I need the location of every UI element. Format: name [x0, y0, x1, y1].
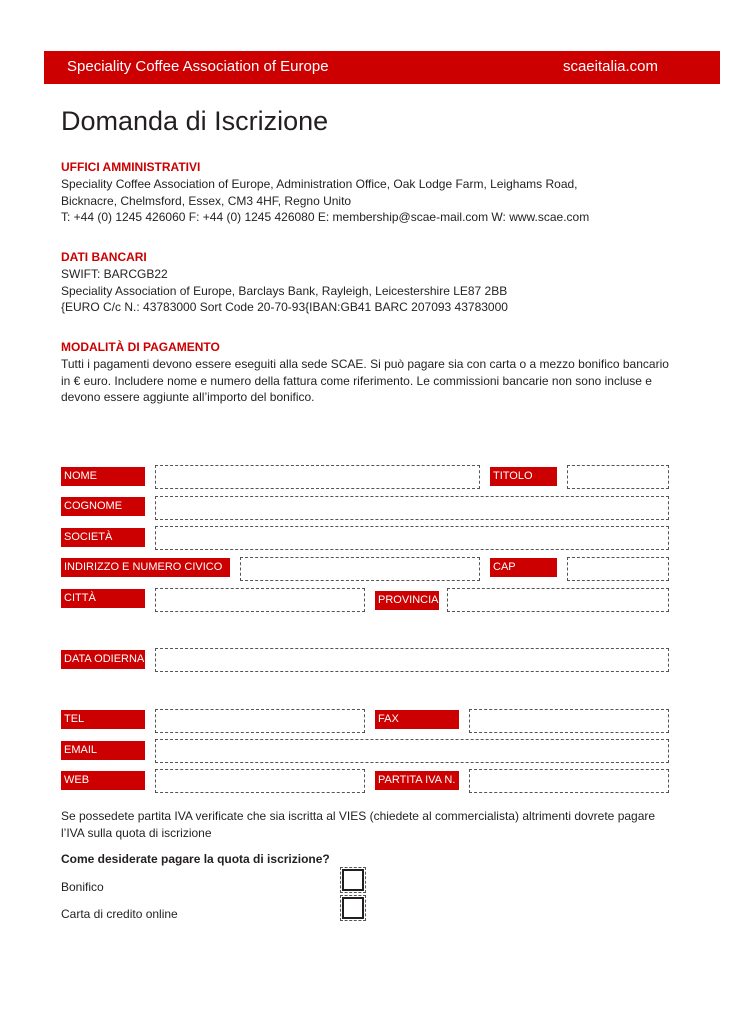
label-nome: NOME — [61, 467, 145, 486]
label-provincia: PROVINCIA — [375, 591, 439, 610]
carta-checkbox[interactable] — [342, 897, 364, 919]
text-line: in € euro. Includere nome e numero della fattura come riferimento. Le commissioni bancarie non sono incluse e — [61, 373, 652, 388]
label-partita-iva: PARTITA IVA N. — [375, 771, 459, 790]
section-body — [61, 356, 706, 406]
nome-field[interactable] — [155, 465, 480, 489]
text-line: Bicknacre, Chelmsford, Essex, CM3 4HF, Regno Unito — [61, 193, 352, 208]
label-tel: TEL — [61, 710, 145, 729]
label-web: WEB — [61, 771, 145, 790]
cap-field[interactable] — [567, 557, 669, 581]
data-field[interactable] — [155, 648, 669, 672]
text-line: Speciality Association of Europe, Barclays Bank, Rayleigh, Leicestershire LE87 2BB — [61, 283, 508, 298]
section-banca — [61, 250, 701, 316]
web-field[interactable] — [155, 769, 365, 793]
text-line: {EURO C/c N.: 43783000 Sort Code 20-70-93{IBAN:GB41 BARC 207093 43783000 — [61, 300, 508, 314]
section-heading: MODALITÀ DI PAGAMENTO — [61, 340, 220, 354]
payment-question: Come desiderate pagare la quota di iscrizione? — [61, 852, 330, 866]
societa-field[interactable] — [155, 526, 669, 550]
bonifico-checkbox[interactable] — [342, 869, 364, 891]
section-body — [61, 176, 701, 226]
label-indirizzo: INDIRIZZO E NUMERO CIVICO — [61, 558, 230, 577]
text-line: Speciality Coffee Association of Europe, Administration Office, Oak Lodge Farm, Leighams Road, — [61, 177, 578, 191]
indirizzo-field[interactable] — [240, 557, 480, 581]
cognome-field[interactable] — [155, 496, 669, 520]
text-line: devono essere aggiunte all’importo del bonifico. — [61, 390, 315, 404]
partita-iva-field[interactable] — [469, 769, 669, 793]
section-heading: DATI BANCARI — [61, 250, 147, 264]
label-cognome: COGNOME — [61, 497, 145, 516]
section-uffici — [61, 160, 701, 226]
payment-option-bonifico-label: Bonifico — [61, 880, 104, 894]
label-cap: CAP — [490, 558, 557, 577]
page-title: Domanda di Iscrizione — [61, 106, 329, 136]
provincia-field[interactable] — [447, 588, 669, 612]
section-pagamento — [61, 340, 706, 406]
label-citta: CITTÀ — [61, 589, 145, 608]
header-bar — [44, 51, 720, 84]
tel-field[interactable] — [155, 709, 365, 733]
titolo-field[interactable] — [567, 465, 669, 489]
header-organization: Speciality Coffee Association of Europe — [67, 58, 329, 75]
text-line: Se possedete partita IVA verificate che sia iscritta al VIES (chiedete al commercialista) altrimenti dovrete pagare — [61, 809, 656, 823]
label-fax: FAX — [375, 710, 459, 729]
label-data: DATA ODIERNA — [61, 650, 145, 669]
citta-field[interactable] — [155, 588, 365, 612]
section-body — [61, 266, 701, 316]
fax-field[interactable] — [469, 709, 669, 733]
text-line: l’IVA sulla quota di iscrizione — [61, 825, 212, 840]
payment-option-carta-label: Carta di credito online — [61, 907, 178, 921]
text-line: T: +44 (0) 1245 426060 F: +44 (0) 1245 426080 E: membership@scae-mail.com W: www.scae.com — [61, 210, 590, 224]
text-line: SWIFT: BARCGB22 — [61, 267, 168, 281]
label-titolo: TITOLO — [490, 467, 557, 486]
label-email: EMAIL — [61, 741, 145, 760]
text-line: Tutti i pagamenti devono essere eseguiti alla sede SCAE. Si può pagare sia con carta o a mezzo bonifico bancario — [61, 357, 669, 371]
section-heading: UFFICI AMMINISTRATIVI — [61, 160, 201, 174]
email-field[interactable] — [155, 739, 669, 763]
iva-note — [61, 808, 706, 841]
label-societa: SOCIETÀ — [61, 528, 145, 547]
header-website[interactable]: scaeitalia.com — [562, 58, 658, 75]
